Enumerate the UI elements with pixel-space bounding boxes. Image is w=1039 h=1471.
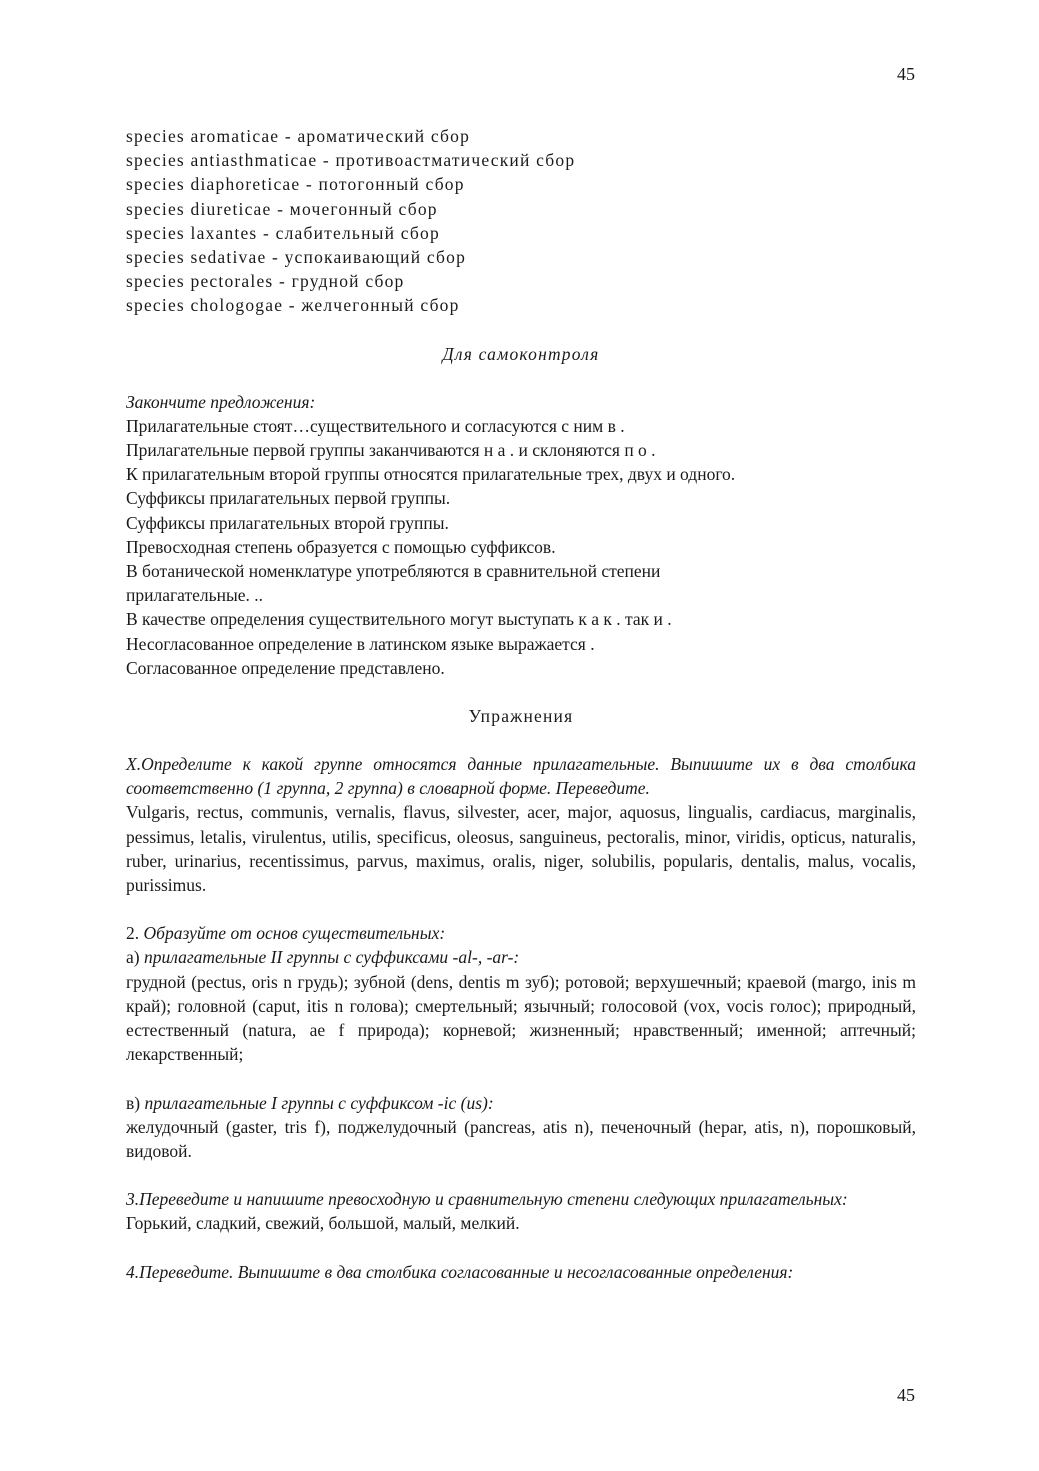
species-item: species antiasthmaticae - противоастматический сбор xyxy=(126,150,576,171)
exercise-2b-title: прилагательные I группы с суффиксом -ic (us): xyxy=(144,1092,494,1113)
self-control-line: В качестве определения существительного могут выступать к а к . так и . xyxy=(126,609,672,630)
self-control-line: Суффиксы прилагательных первой группы. xyxy=(126,488,451,509)
exercise-2a-text: грудной (pectus, oris n грудь); зубной (dens, dentis m зуб); ротовой; верхушечный; краевой (margo, inis m край); головной (caput, itis n голова); смертельный; язычный; голосовой (vox, vocis голос); природный, естественный (natura, ae f природа); корневой; жизненный; нравственный; именной; аптечный; лекарственный; xyxy=(126,971,916,1065)
self-control-line: К прилагательным второй группы относятся прилагательные трех, двух и одного. xyxy=(126,464,736,485)
species-item: species pectorales - грудной сбор xyxy=(126,271,405,292)
exercises-heading: Упражнения xyxy=(468,706,574,727)
exercise-2a-marker: а) xyxy=(126,947,140,968)
species-item: species chologogae - желчегонный сбор xyxy=(126,295,460,316)
exercise-4-title: 4.Переведите. Выпишите в два столбика согласованные и несогласованные определения: xyxy=(126,1261,794,1282)
exercise-2b-marker: в) xyxy=(126,1092,141,1113)
exercise-1-title: Х.Определите к какой группе относятся данные прилагательные. Выпишите их в два столбика соответственно (1 группа, 2 группа) в словарной форме. Переведите. xyxy=(126,754,916,799)
species-item: species diureticae - мочегонный сбор xyxy=(126,198,438,219)
page-number-top: 45 xyxy=(897,64,915,84)
exercise-2-number: 2. xyxy=(126,923,140,944)
self-control-line: В ботанической номенклатуре употребляются в сравнительной степени xyxy=(126,561,661,582)
exercise-2a-title: прилагательные II группы с суффиксами -al-, -ar-: xyxy=(143,947,520,968)
species-list xyxy=(126,124,916,318)
self-control-line: Прилагательные стоят…существительного и согласуются с ним в . xyxy=(126,415,625,436)
species-item: species diaphoreticae - потогонный сбор xyxy=(126,174,465,195)
exercise-3-text: Горький, сладкий, свежий, большой, малый, мелкий. xyxy=(126,1213,520,1234)
species-item: species laxantes - слабительный сбор xyxy=(126,222,440,243)
species-item: species aromaticae - ароматический сбор xyxy=(126,126,471,146)
self-control-intro: Закончите предложения: xyxy=(126,391,316,412)
page-number-bottom: 45 xyxy=(897,1385,915,1405)
self-control-line: Несогласованное определение в латинском языке выражается . xyxy=(126,633,595,654)
exercise-3-title: 3.Переведите и напишите превосходную и сравнительную степени следующих прилагательных: xyxy=(126,1189,848,1210)
self-control-line: Прилагательные первой группы заканчиваются н а . и склоняются п о . xyxy=(126,440,656,461)
self-control-heading: Для самоконтроля xyxy=(442,343,600,364)
species-item: species sedativae - успокаивающий сбор xyxy=(126,247,467,268)
exercise-2a-title-line xyxy=(126,945,916,969)
self-control-line: Согласованное определение представлено. xyxy=(126,657,445,678)
exercise-1-text: Vulgaris, rectus, communis, vernalis, flavus, silvester, acer, major, aquosus, lingualis, cardiacus, marginalis, pessimus, letalis, virulentus, utilis, specificus, oleosus, sanguineus, pectoralis, minor, viridis, opticus, naturalis, ruber, urinarius, recentissimus, parvus, maximus, oralis, niger, solubilis, popularis, dentalis, malus, vocalis, purissimus. xyxy=(126,802,916,896)
self-control-line: Превосходная степень образуется с помощью суффиксов. xyxy=(126,536,556,557)
self-control-line: прилагательные. .. xyxy=(126,585,263,606)
self-control-lines xyxy=(126,414,916,680)
exercise-2-title-line xyxy=(126,921,916,945)
exercise-2b-title-line xyxy=(126,1091,916,1115)
page-content xyxy=(126,124,916,1284)
exercise-2b-text: желудочный (gaster, tris f), поджелудочный (pancreas, atis n), печеночный (hepar, atis, n), порошковый, видовой. xyxy=(126,1116,916,1161)
self-control-line: Суффиксы прилагательных второй группы. xyxy=(126,512,449,533)
exercise-2-title: Образуйте от основ существительных: xyxy=(143,923,446,944)
